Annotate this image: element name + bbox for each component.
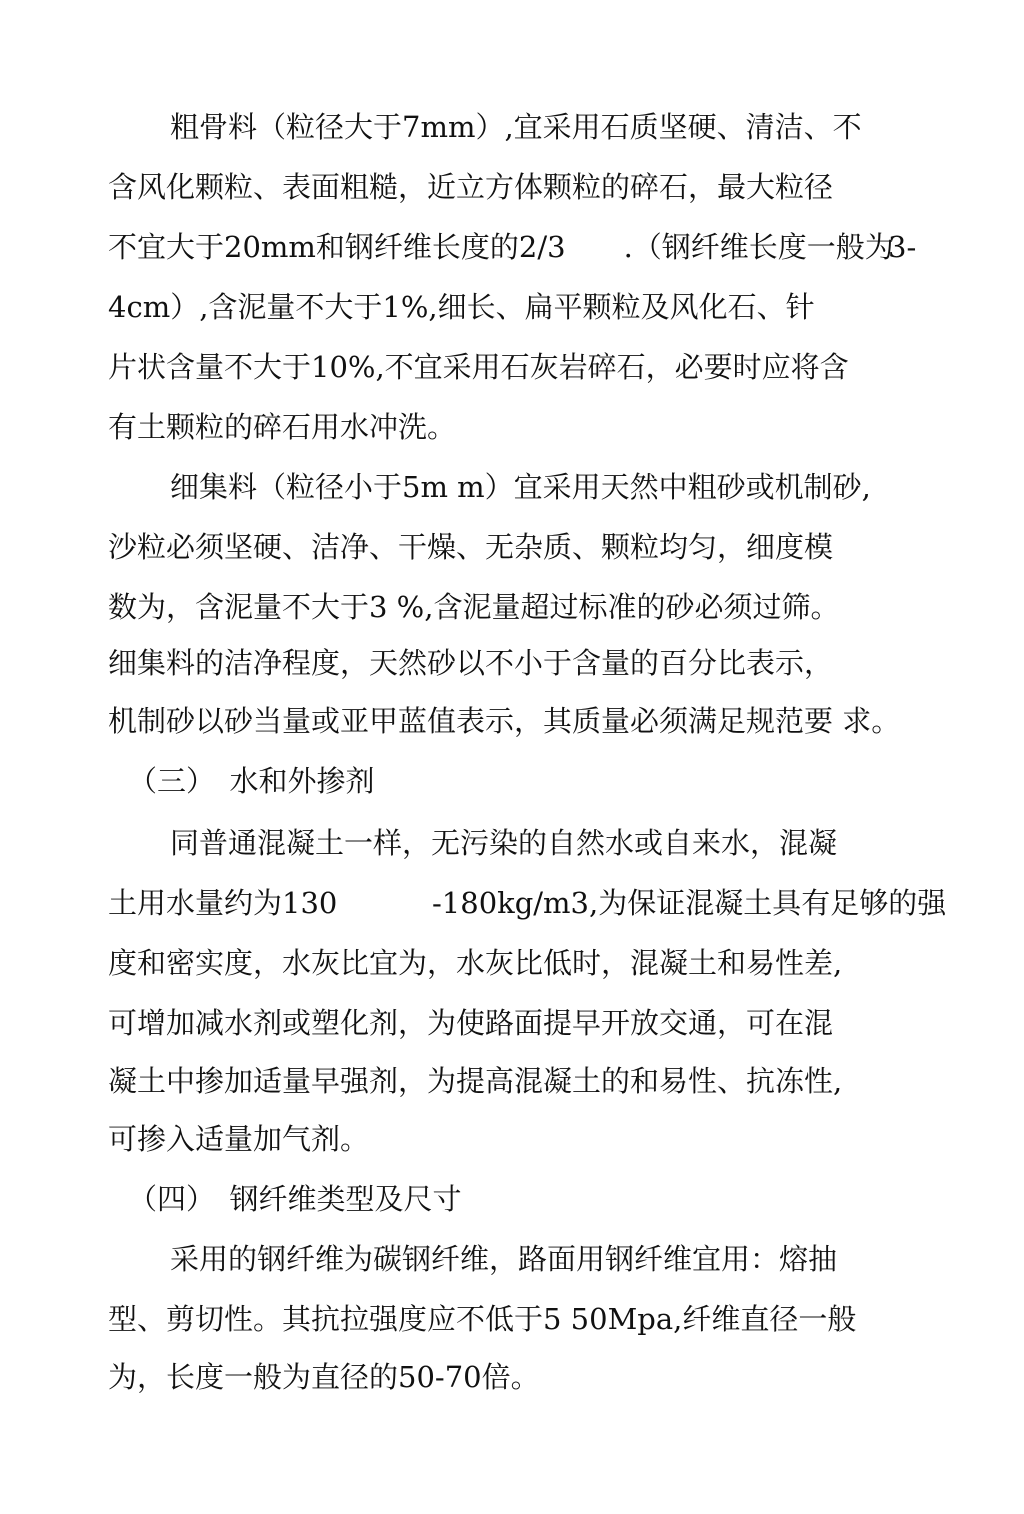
paragraph-coarse-aggregate-line-5: 片状含量不大于10%,不宜采用石灰岩碎石，必要时应将含 — [108, 350, 849, 384]
paragraph-steel-fiber-line-1: 采用的钢纤维为碳钢纤维，路面用钢纤维宜用：熔抽 — [170, 1242, 838, 1276]
paragraph-water-line-5: 凝土中掺加适量早强剂，为提高混凝土的和易性、抗冻性, — [108, 1064, 843, 1098]
paragraph-fine-aggregate-line-5: 机制砂以砂当量或亚甲蓝值表示，其质量必须满足规范要 求。 — [108, 704, 901, 738]
paragraph-steel-fiber-line-3: 为，长度一般为直径的50-70倍。 — [108, 1360, 540, 1394]
paragraph-coarse-aggregate-line-2: 含风化颗粒、表面粗糙，近立方体颗粒的碎石，最大粒径 — [108, 170, 834, 204]
section-heading-steel-fiber: （四） 钢纤维类型及尺寸 — [128, 1182, 462, 1216]
paragraph-water-line-3: 度和密实度，水灰比宜为，水灰比低时，混凝土和易性差, — [108, 946, 843, 980]
paragraph-fine-aggregate-line-4: 细集料的洁净程度，天然砂以不小于含量的百分比表示， — [108, 646, 834, 680]
paragraph-water-line-1: 同普通混凝土一样，无污染的自然水或自来水，混凝 — [170, 826, 838, 860]
section-heading-water-admixture: （三） 水和外掺剂 — [128, 764, 375, 798]
paragraph-coarse-aggregate-line-6: 有土颗粒的碎石用水冲洗。 — [108, 410, 457, 444]
paragraph-fine-aggregate-line-1: 细集料（粒径小于5m m）宜采用天然中粗砂或机制砂, — [170, 470, 871, 504]
paragraph-coarse-aggregate-line-3: 不宜大于20mm和钢纤维长度的2/3 .（钢纤维长度一般为 — [108, 230, 894, 264]
paragraph-fine-aggregate-line-3: 数为，含泥量不大于3 %,含泥量超过标准的砂必须过筛。 — [108, 590, 840, 624]
paragraph-water-line-4: 可增加减水剂或塑化剂，为使路面提早开放交通，可在混 — [108, 1006, 834, 1040]
water-tail-fragment: -180kg/m3,为保证混凝土具有足够的强 — [432, 886, 947, 920]
paragraph-water-line-6: 可掺入适量加气剂。 — [108, 1122, 370, 1156]
paragraph-coarse-aggregate-line-4: 4cm）,含泥量不大于1%,细长、扁平颗粒及风化石、针 — [108, 290, 815, 324]
range-tail-fragment: 3- — [888, 230, 917, 264]
paragraph-steel-fiber-line-2: 型、剪切性。其抗拉强度应不低于5 50Mpa,纤维直径一般 — [108, 1302, 857, 1336]
paragraph-water-line-2: 土用水量约为130 — [108, 886, 338, 920]
paragraph-fine-aggregate-line-2: 沙粒必须坚硬、洁净、干燥、无杂质、颗粒均匀，细度模 — [108, 530, 834, 564]
paragraph-coarse-aggregate-line-1: 粗骨料（粒径大于7mm）,宜采用石质坚硬、清洁、不 — [170, 110, 862, 144]
